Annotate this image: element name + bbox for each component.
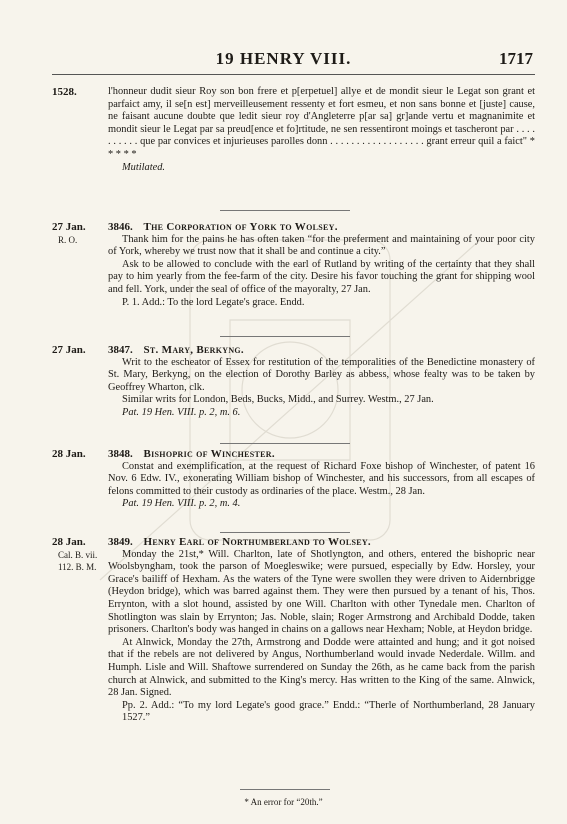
entry-footer: P. 1. Add.: To the lord Legate's grace. Endd. (122, 296, 305, 308)
entry-text: l'honneur dudit sieur Roy son bon frere et p[erpetuel] allye et de mondit sieur le Legat son grant et parfaict amy, il se[n est] merveilleusement ressenty et fort esmeu, et non sans bonne et [juste] cause, ne faisant aucune doubte que ledit sieur roy d'Angleterre p[ar sa] gr]ande vertu et magnanimite et mondit sieur le Legat par sa preud[ence et fo]rtitude, ne sen ressentiront moings et tascheront par . . . . . . . . . . que par convices et injurieuses parolles donn . . . . . . . . . . . . . . . . . . grant erreur quil a faict" * * * * * (108, 86, 535, 160)
entry-footer: Pat. 19 Hen. VIII. p. 2, m. 4. (122, 498, 241, 510)
entry-paragraph: Ask to be allowed to conclude with the earl of Rutland by writing of the certainty that they shall pay to him yearly from the fee-farm of the city. Desire his favor touching the grant for shipping wool and fell. York, under the seal of office of the mayoralty, 27 Jan. (108, 258, 535, 295)
margin-date: 28 Jan. (52, 448, 86, 460)
page-header (0, 49, 567, 71)
entry-number: 3848. (108, 448, 133, 460)
entry-separator (220, 210, 350, 211)
entry-footer: Pp. 2. Add.: “To my lord Legate's good grace.” Endd.: “Therle of Northumberland, 28 January 1527.” (122, 699, 535, 724)
entry-title: The Corporation of York to Wolsey. (143, 221, 338, 233)
margin-note (52, 536, 104, 574)
entry-paragraph: Constat and exemplification, at the request of Richard Foxe bishop of Winchester, of patent 16 Nov. 6 Edw. IV., exonerating William bishop of Winchester, and his successors, from all escapes of felons committed to their custody as ordinaries of the place. Westm., 28 Jan. (108, 460, 535, 497)
entry-separator (220, 336, 350, 337)
entry-number: 3847. (108, 344, 133, 356)
margin-date: 28 Jan. (52, 536, 86, 548)
entry-paragraph: Writ to the escheator of Essex for restitution of the temporalities of the Benedictine monastery of St. Mary, Berkyng, on the election of Dorothy Barley as abbess, whose fealty was to be taken by Geoffrey Wharton, clk. (108, 356, 535, 393)
entry-heading (108, 448, 535, 461)
margin-date: 1528. (52, 86, 77, 98)
entry-footer: Mutilated. (122, 161, 165, 173)
header-rule (52, 74, 535, 75)
entry-title: Bishopric of Winchester. (143, 448, 275, 460)
entry-footer: Pat. 19 Hen. VIII. p. 2, m. 6. (122, 406, 241, 418)
margin-date: 27 Jan. (52, 344, 86, 356)
running-title: 19 HENRY VIII. (215, 49, 352, 68)
margin-note (52, 344, 104, 357)
entry-body (108, 221, 535, 309)
entry-title: Henry Earl of Northumberland to Wolsey. (143, 536, 371, 548)
entry-heading (108, 536, 535, 549)
entry-body (108, 448, 535, 511)
entry-heading (108, 344, 535, 357)
entry-number: 3849. (108, 536, 133, 548)
entry-body (108, 536, 535, 725)
entry-title: St. Mary, Berkyng. (143, 344, 244, 356)
margin-note (52, 221, 104, 246)
page-number: 1717 (499, 49, 533, 68)
margin-source: Cal. B. vii. 112. B. M. (58, 549, 98, 572)
margin-date: 27 Jan. (52, 221, 86, 233)
footnote-rule (240, 789, 330, 790)
entry-paragraph: At Alnwick, Monday the 27th, Armstrong and Dodde were attainted and hung; and it got noised that if the rebels are not delivered by Angus, Northumberland would invade Nederdale. Willm. and Humph. Lisle and Will. Shaftowe surrendered on Sunday the 26th, as he came back from the parish church at Alnwick, and submitted to the King's mercy. Has written to the King of the same. Alnwick, 28 Jan. Signed. (108, 636, 535, 699)
footnote: * An error for “20th.” (244, 797, 323, 807)
entry-paragraph: Monday the 21st,* Will. Charlton, late of Shotlyngton, and others, entered the bishopric near Woolsbyngham, took the parson of Moegleswike; were pursued, especially by Edw. Horsley, your Grace's bailiff of Hexham. As the waters of the Tyne were swollen they were driven to Aidernbrigge (Heydon bridge), which was barred against them. They were then pursued by a tenant of his, Thos. Errynton, with a slot hound, assisted by one Will. Charlton with other Tynedale men. Charlton of Shotlington was slain by Errynton; Jas. Noble, slain; Roger Armstrong and Archibald Dodde, taken prisoners. Charlton's body was hanged in chains on a gallows near Hexham; Noble, at Heydon bridge. (108, 548, 535, 636)
margin-note (52, 86, 104, 99)
entry-separator (220, 532, 350, 533)
entry-number: 3846. (108, 221, 133, 233)
entry-heading (108, 221, 535, 234)
entry-paragraph: Similar writs for London, Beds, Bucks, Midd., and Surrey. Westm., 27 Jan. (122, 394, 434, 406)
entry-paragraph: Thank him for the pains he has often taken “for the preferment and maintaining of your poor city of York, whereby we trust now that it shall be and continue a city.” (108, 233, 535, 258)
margin-note (52, 448, 104, 461)
entry-body (108, 86, 535, 174)
entry-separator (220, 443, 350, 444)
margin-source: R. O. (58, 234, 78, 245)
entry-body (108, 344, 535, 420)
